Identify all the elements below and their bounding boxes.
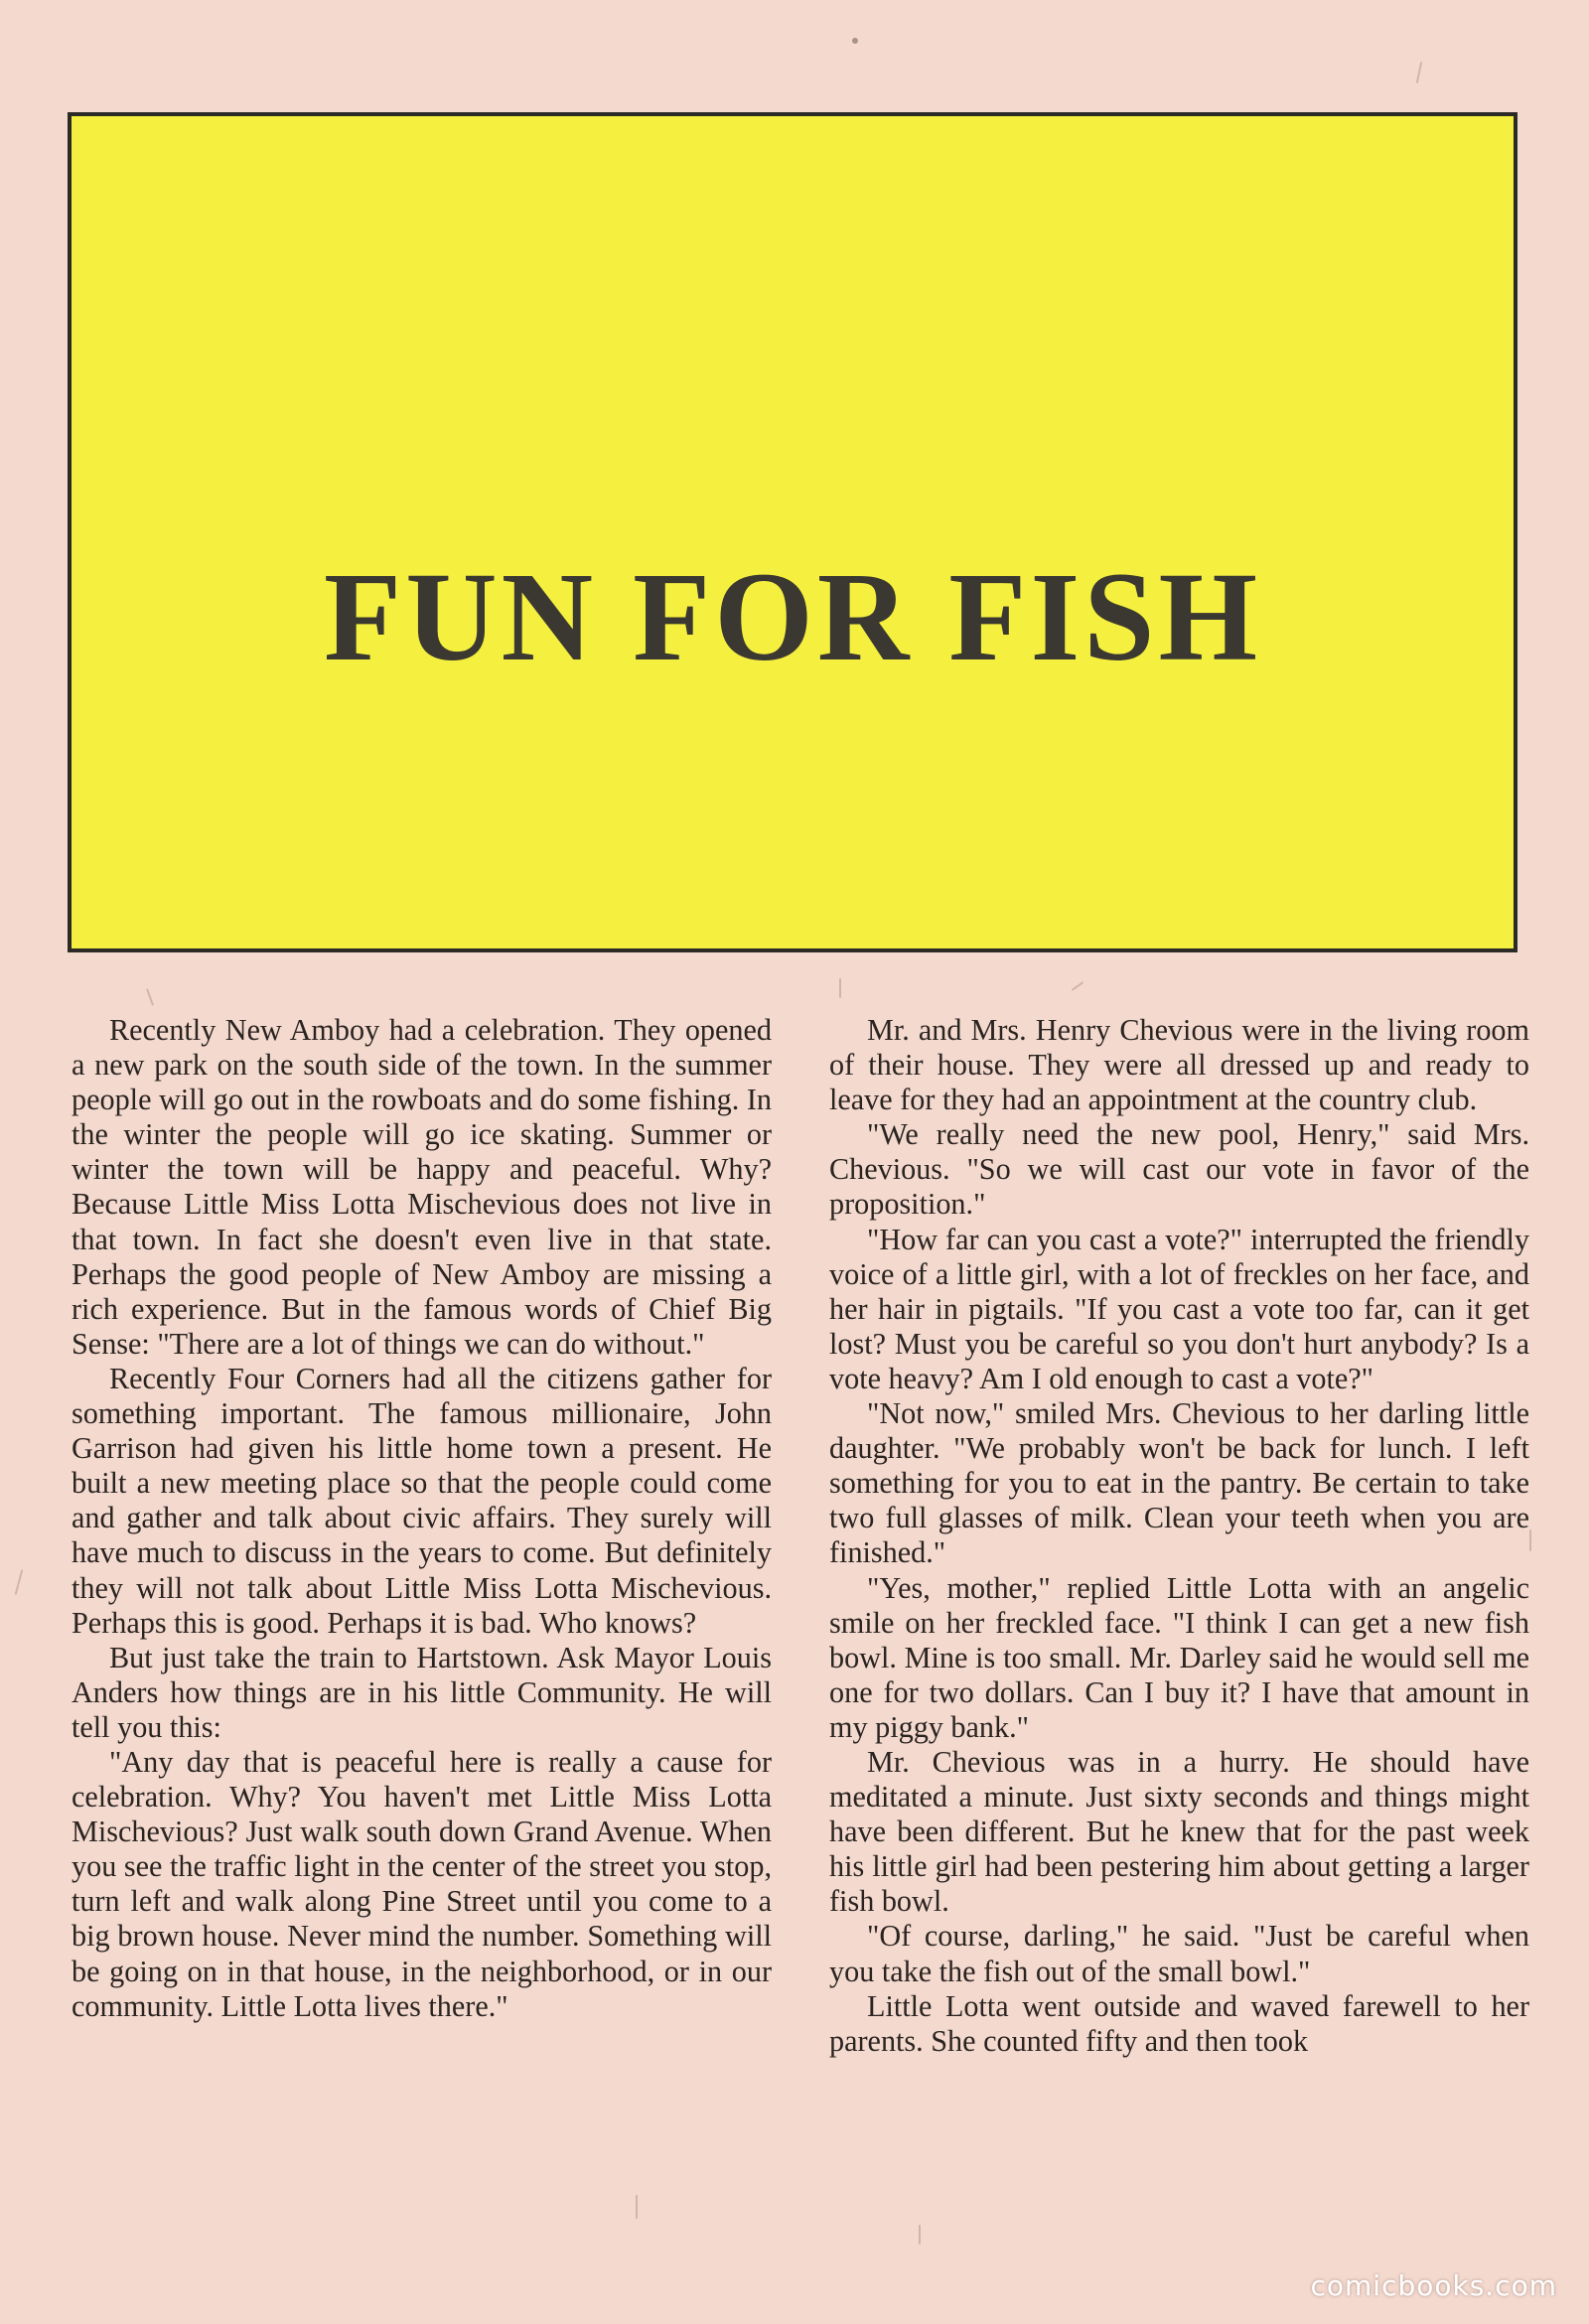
title-panel [68,112,1517,952]
paper-speck [919,2225,921,2245]
paper-speck [636,2195,638,2219]
paper-speck [1529,1529,1531,1551]
paper-speck [15,1569,24,1595]
paragraph: Little Lotta went outside and waved farewell to her parents. She counted fifty and then took [829,1988,1529,2058]
paragraph: Mr. and Mrs. Henry Chevious were in the living room of their house. They were all dressed up and ready to leave for they had an appointment at the country club. [829,1013,1529,1117]
story-title: FUN FOR FISH [324,546,1261,687]
left-column [72,1013,772,2024]
paragraph: "Yes, mother," replied Little Lotta with an angelic smile on her freckled face. "I think I can get a new fish bowl. Mine is too small. Mr. Darley said he would sell me one for two dollars. Can I buy it? I have that amount in my piggy bank." [829,1570,1529,1744]
paragraph: But just take the train to Hartstown. Ask Mayor Louis Anders how things are in his little Community. He will tell you this: [72,1640,772,1744]
watermark: comicbooks.com [1310,2269,1557,2302]
paragraph: "Of course, darling," he said. "Just be careful when you take the fish out of the small bowl." [829,1919,1529,1988]
paragraph: "How far can you cast a vote?" interrupted the friendly voice of a little girl, with a lot of freckles on her face, and her hair in pigtails. "If you cast a vote too far, can it get lost? Must you be careful so you don't hurt anybody? Is a vote heavy? Am I old enough to cast a vote?" [829,1222,1529,1395]
paper-speck [1072,981,1084,991]
right-column [829,1013,1529,2059]
paragraph: Recently New Amboy had a celebration. They opened a new park on the south side of the town. In the summer people will go out in the rowboats and do some fishing. In the winter the people will go ice skating. Summer or winter the town will be happy and peaceful. Why? Because Little Miss Lotta Mischevious does not live in that town. In fact she doesn't even live in that state. Perhaps the good people of New Amboy are missing a rich experience. But in the famous words of Chief Big Sense: "There are a lot of things we can do without." [72,1013,772,1361]
paper-speck [852,38,858,44]
paper-speck [1416,62,1423,83]
paragraph: "We really need the new pool, Henry," said Mrs. Chevious. "So we will cast our vote in favor of the proposition." [829,1117,1529,1222]
paper-speck [839,978,841,998]
paragraph: "Not now," smiled Mrs. Chevious to her darling little daughter. "We probably won't be back for lunch. I left something for you to eat in the pantry. Be certain to take two full glasses of milk. Clean your teeth when you are finished." [829,1396,1529,1570]
paper-speck [146,988,154,1006]
paragraph: Recently Four Corners had all the citizens gather for something important. The famous millionaire, John Garrison had given his little home town a present. He built a new meeting place so that the people could come and gather and talk about civic affairs. They surely will have much to discuss in the years to come. But definitely they will not talk about Little Miss Lotta Mischevious. Perhaps this is good. Perhaps it is bad. Who knows? [72,1361,772,1640]
paragraph: Mr. Chevious was in a hurry. He should have meditated a minute. Just sixty seconds and things might have been different. But he knew that for the past week his little girl had been pestering him about getting a larger fish bowl. [829,1744,1529,1919]
paragraph: "Any day that is peaceful here is really a cause for celebration. Why? You haven't met Little Miss Lotta Mischevious? Just walk south down Grand Avenue. When you see the traffic light in the center of the street you stop, turn left and walk along Pine Street until you come to a big brown house. Never mind the number. Something will be going on in that house, in the neighborhood, or in our community. Little Lotta lives there." [72,1744,772,2023]
